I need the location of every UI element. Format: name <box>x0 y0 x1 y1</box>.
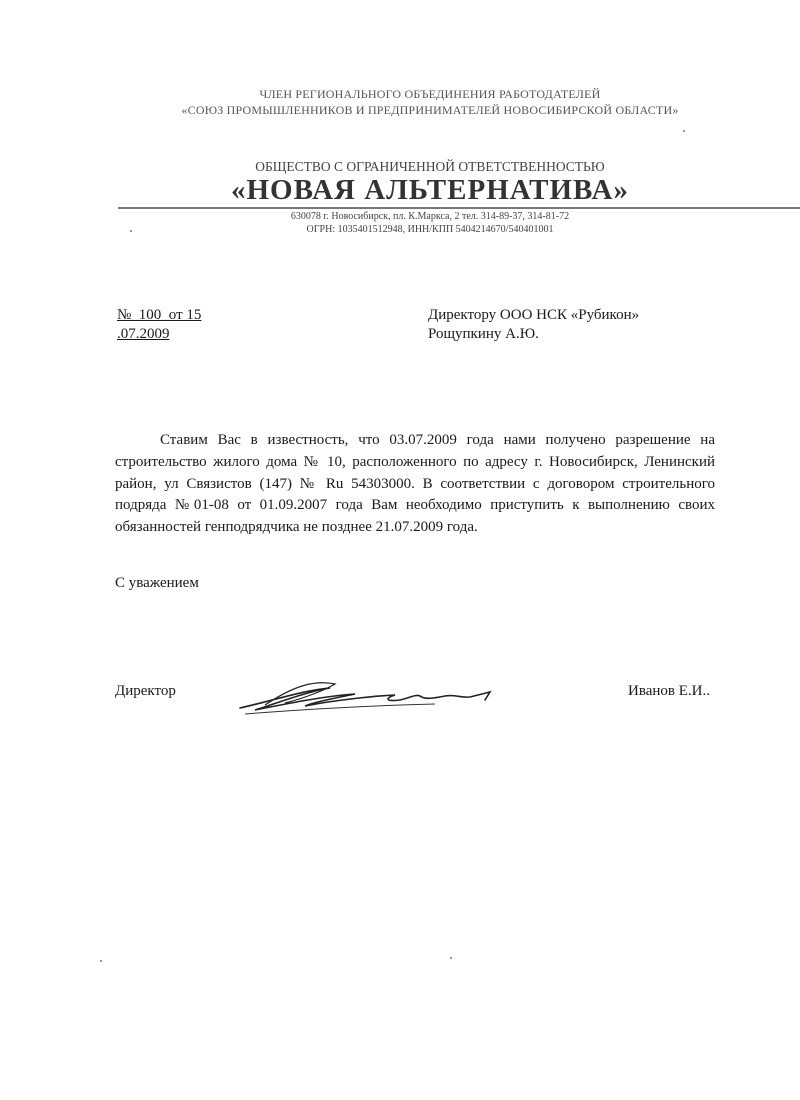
recipient-line-2: Рощупкину А.Ю. <box>428 326 539 342</box>
letter-body: Ставим Вас в известность, что 03.07.2009 года нами получено разрешение на строительство жилого дома № 10, расположенного по адресу г. Новосибирск, Ленинский район, ул Связистов (147) № Ru 54303000. В соответствии с договором строительного подряда №01-08 от 01.09.2007 года Вам необходимо приступить к выполнению своих обязанностей генподрядчика не позднее 21.07.2009 года. <box>115 432 715 536</box>
scan-speck <box>100 960 102 962</box>
organization-address: 630078 г. Новосибирск, пл. К.Маркса, 2 тел. 314-89-37, 314-81-72 <box>290 211 570 222</box>
signature-image <box>235 670 500 720</box>
letterhead-divider <box>118 207 800 209</box>
organization-name: «НОВАЯ АЛЬТЕРНАТИВА» <box>230 174 630 206</box>
membership-line-2: «СОЮЗ ПРОМЫШЛЕННИКОВ И ПРЕДПРИНИМАТЕЛЕЙ НОВОСИБИРСКОЙ ОБЛАСТИ» <box>181 103 679 117</box>
organization-type: ОБЩЕСТВО С ОГРАНИЧЕННОЙ ОТВЕТСТВЕННОСТЬЮ <box>255 159 605 174</box>
reference-line-1: №_100_от 15 <box>117 307 202 323</box>
scan-speck <box>683 130 685 132</box>
signatory-position: Директор <box>115 683 176 699</box>
recipient-line-1: Директору ООО НСК «Рубикон» <box>428 307 640 323</box>
organization-registration: ОГРН: 1035401512948, ИНН/КПП 5404214670/540401001 <box>306 224 554 235</box>
recipient <box>428 306 639 344</box>
reference-number <box>117 306 201 344</box>
reference-line-2: .07.2009 <box>117 326 170 342</box>
scan-speck <box>130 230 132 232</box>
closing: С уважением <box>115 575 199 591</box>
scan-speck <box>450 957 452 959</box>
signatory-name: Иванов Е.И.. <box>628 683 710 699</box>
membership-line-1: ЧЛЕН РЕГИОНАЛЬНОГО ОБЪЕДИНЕНИЯ РАБОТОДАТЕЛЕЙ <box>259 87 601 101</box>
